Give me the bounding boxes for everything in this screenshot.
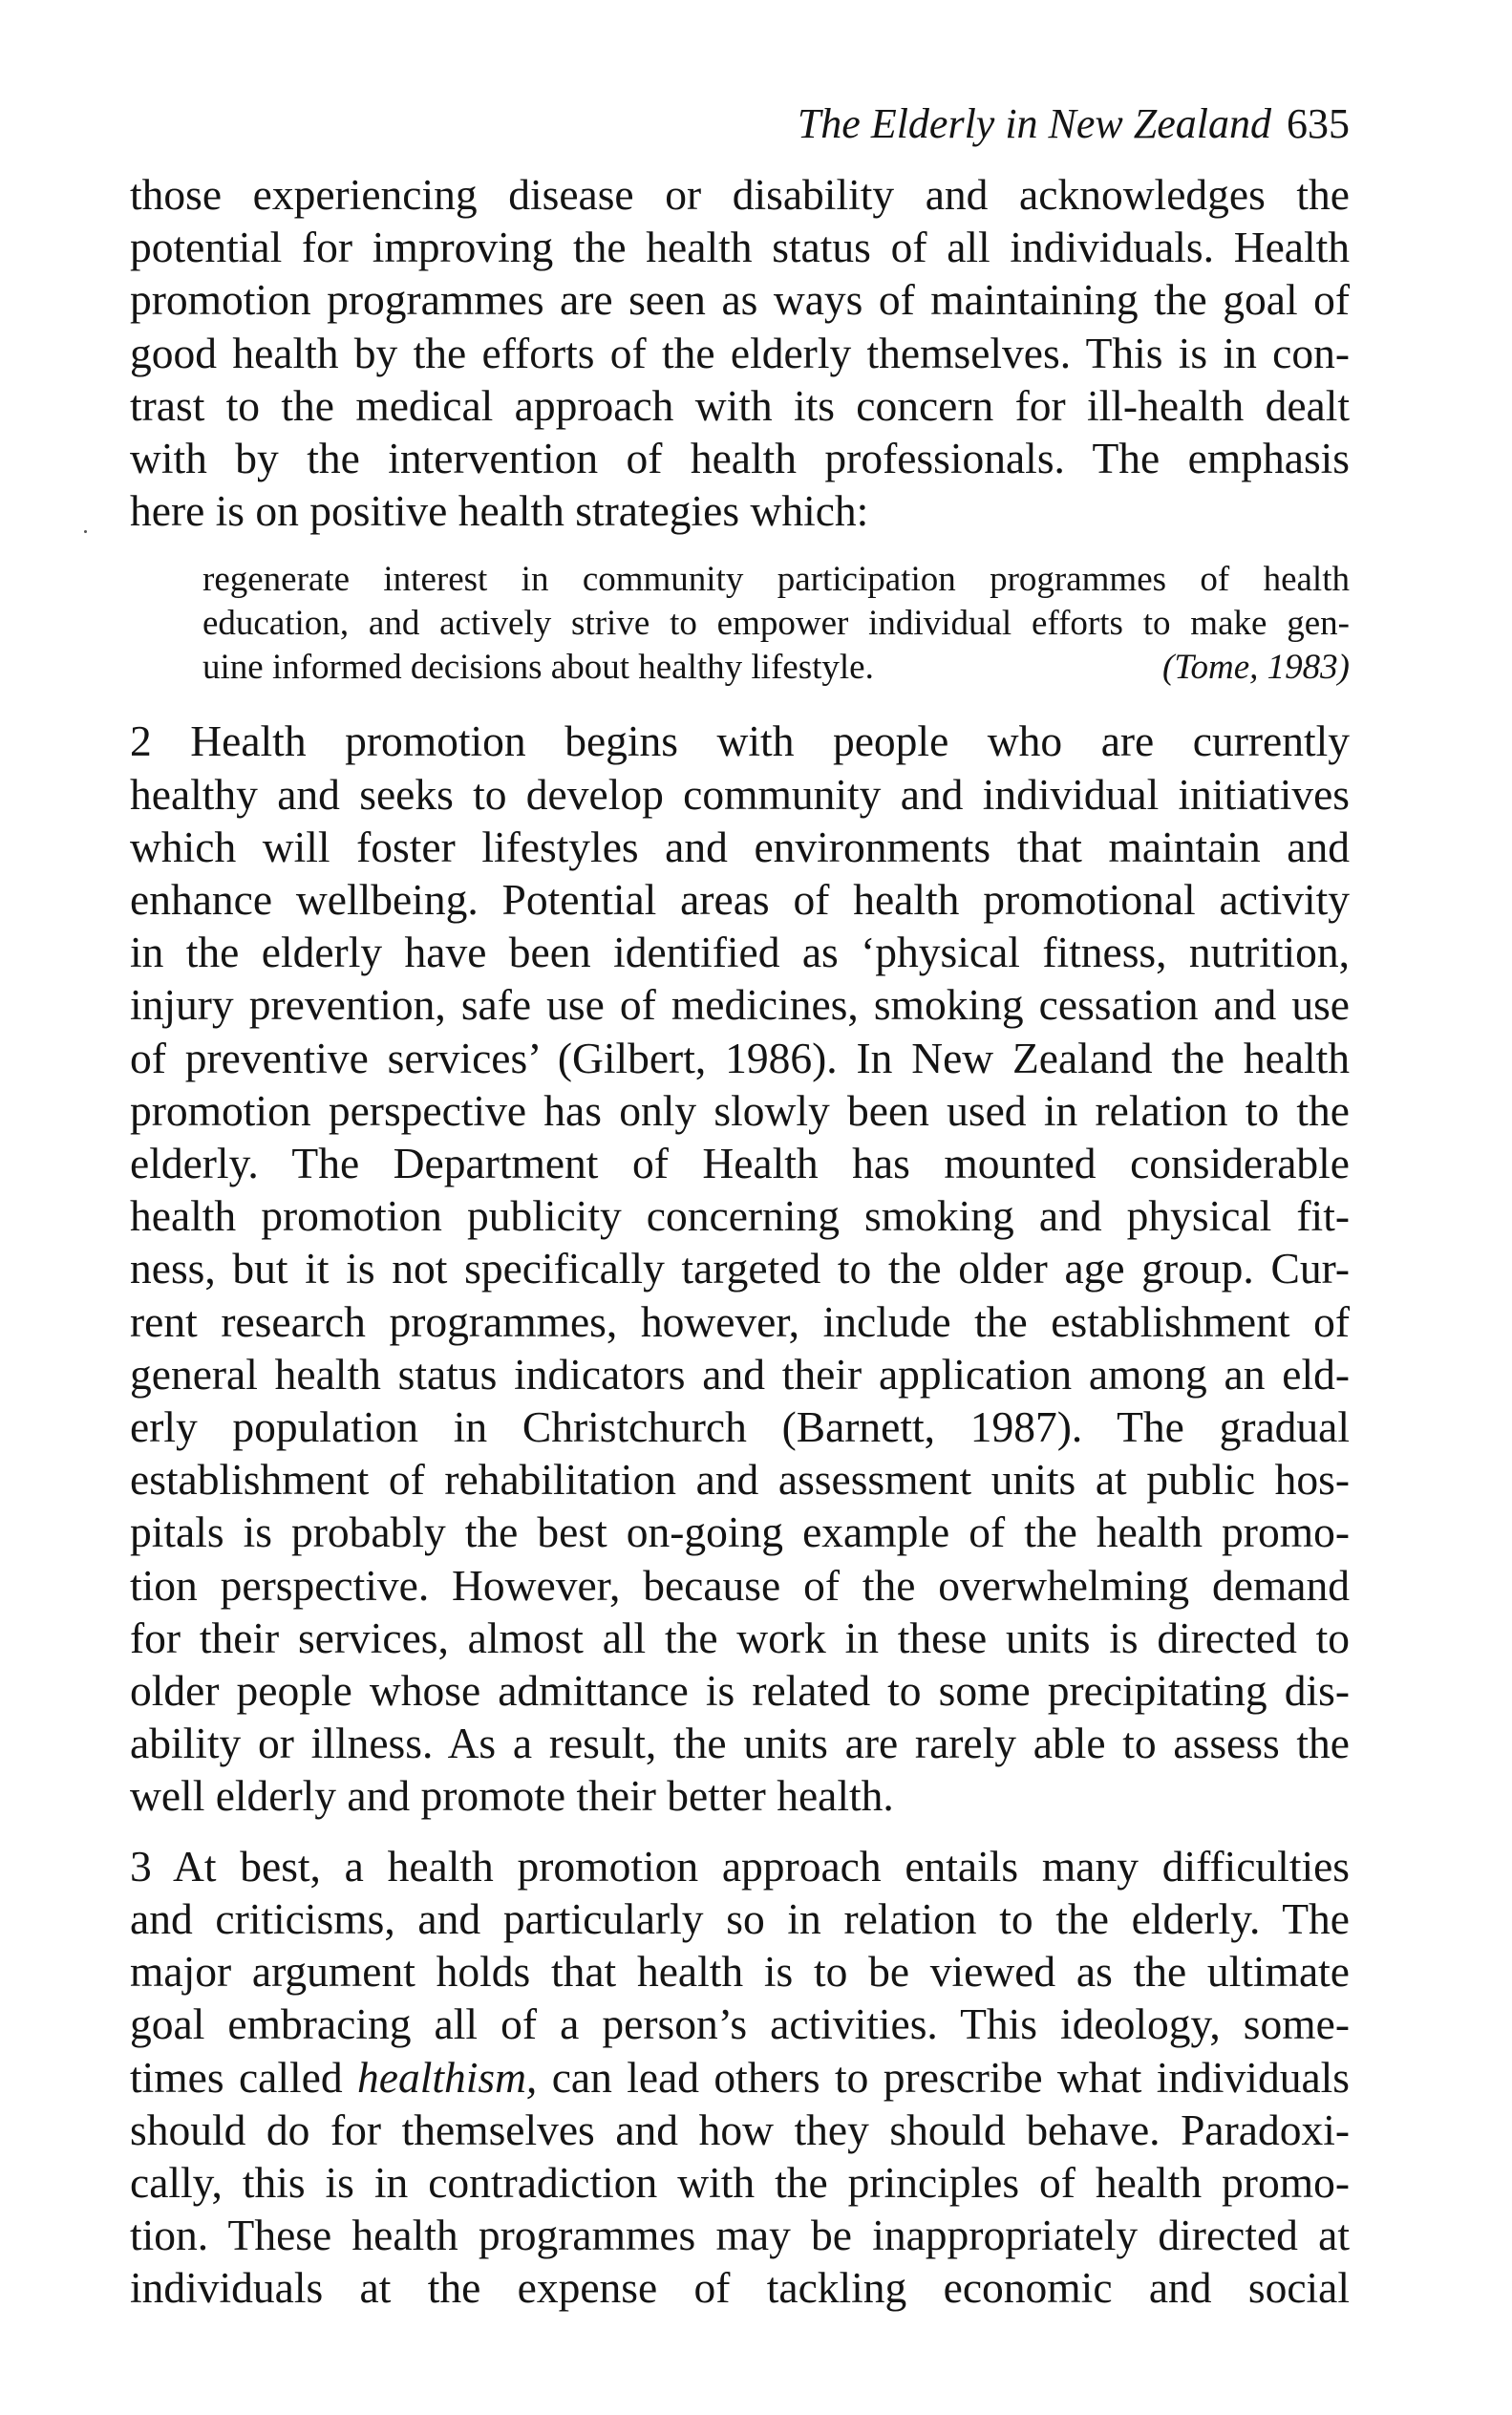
text-line: erly population in Christchurch (Barnett, 1987). The gradual (130, 1402, 1350, 1452)
text-line: with by the intervention of health professionals. The emphasis (130, 434, 1350, 483)
text-line: ness, but it is not specifically targeted to the older age group. Cur- (130, 1244, 1350, 1293)
text-line: enhance wellbeing. Potential areas of health promotional activity (130, 875, 1350, 925)
text-line: individuals at the expense of tackling economic and social (130, 2263, 1350, 2313)
text-line (130, 2051, 1350, 2104)
page (130, 96, 1350, 2315)
text-line: 3 At best, a health promotion approach entails many difficulties (130, 1841, 1350, 1891)
text-line: tion. These health programmes may be inappropriately directed at (130, 2211, 1350, 2260)
text-line: promotion programmes are seen as ways of maintaining the goal of (130, 275, 1350, 325)
text-line: pitals is probably the best on-going example of the health promo- (130, 1507, 1350, 1557)
emphasis-term: healthism, (357, 2052, 538, 2102)
text-line: should do for themselves and how they should behave. Paradoxi- (130, 2105, 1350, 2154)
text-line: in the elderly have been identified as ‘physical fitness, nutrition, (130, 928, 1350, 977)
quote-line: regenerate interest in community participation programmes of health (202, 560, 1350, 600)
text-line: trast to the medical approach with its concern for ill-health dealt (130, 380, 1350, 430)
running-head (130, 96, 1350, 168)
text-line: health promotion publicity concerning smoking and physical fit- (130, 1191, 1350, 1241)
paragraph-gap (130, 1823, 1350, 1840)
block-quote (202, 558, 1350, 690)
text-line: for their services, almost all the work in these units is directed to (130, 1613, 1350, 1662)
text-line: elderly. The Department of Health has mounted considerable (130, 1139, 1350, 1188)
paragraph-1 (130, 168, 1350, 537)
text-line: ability or illness. As a result, the units are rarely able to assess the (130, 1719, 1350, 1768)
quote-last-row (202, 646, 1350, 690)
text-line: those experiencing disease or disability and acknowledges the (130, 170, 1350, 219)
quote-line: education, and actively strive to empower individual efforts to make gen- (202, 604, 1350, 644)
text-line: 2 Health promotion begins with people who are currently (130, 716, 1350, 766)
text-line: cally, this is in contradiction with the principles of health promo- (130, 2157, 1350, 2207)
text-line: injury prevention, safe use of medicines, smoking cessation and use (130, 980, 1350, 1030)
text-line: major argument holds that health is to be viewed as the ultimate (130, 1947, 1350, 1997)
text-segment: times called (130, 2052, 357, 2102)
text-line: good health by the efforts of the elderly themselves. This is in con- (130, 328, 1350, 377)
running-head-title: The Elderly in New Zealand (797, 100, 1271, 147)
text-line: of preventive services’ (Gilbert, 1986). In New Zealand the health (130, 1033, 1350, 1082)
margin-mark (84, 530, 87, 533)
text-line: healthy and seeks to develop community and individual initiatives (130, 769, 1350, 819)
text-segment: can lead others to prescribe what individuals (537, 2052, 1350, 2102)
quote-citation: (Tome, 1983) (1162, 648, 1350, 688)
text-line: which will foster lifestyles and environments that maintain and (130, 822, 1350, 871)
text-line: rent research programmes, however, include the establishment of (130, 1296, 1350, 1346)
text-line: here is on positive health strategies which: (130, 486, 869, 536)
text-line: well elderly and promote their better health. (130, 1771, 894, 1821)
page-number: 635 (1287, 100, 1350, 147)
text-line: and criticisms, and particularly so in relation to the elderly. The (130, 1893, 1350, 1943)
paragraph-3 (130, 1840, 1350, 2315)
text-line: goal embracing all of a person’s activities. This ideology, some- (130, 1999, 1350, 2049)
text-line: promotion perspective has only slowly been used in relation to the (130, 1085, 1350, 1135)
quote-line: uine informed decisions about healthy lifestyle. (202, 648, 874, 688)
text-line: tion perspective. However, because of the overwhelming demand (130, 1560, 1350, 1610)
text-line: potential for improving the health status of all individuals. Health (130, 223, 1350, 272)
text-line: older people whose admittance is related to some precipitating dis- (130, 1666, 1350, 1716)
paragraph-2 (130, 715, 1350, 1822)
text-line: establishment of rehabilitation and assessment units at public hos- (130, 1455, 1350, 1505)
text-line: general health status indicators and their application among an eld- (130, 1349, 1350, 1399)
